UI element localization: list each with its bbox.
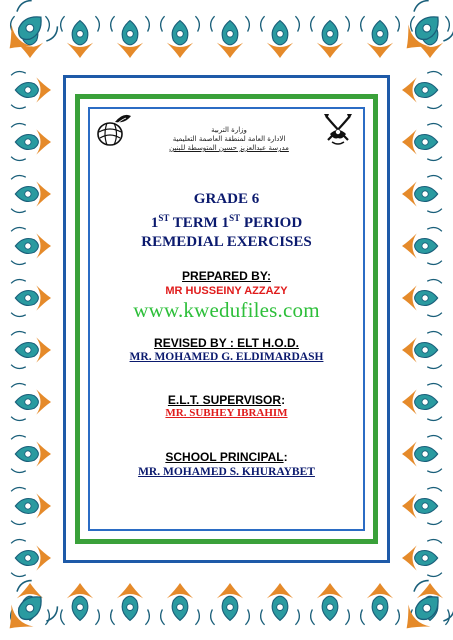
ornament-motif [311,583,350,625]
principal-label [93,450,360,464]
ornament-motif [402,488,442,525]
ornament-motif [402,332,442,369]
period-word: PERIOD [240,215,303,231]
ornament-motif [161,16,200,58]
supervisor-label [93,393,360,407]
website-watermark: www.kwedufiles.com [133,298,320,322]
ornament-motif [11,540,51,577]
principal-label-text: SCHOOL PRINCIPAL [165,450,284,464]
ornament-motif [161,583,200,625]
ornament-motif [402,280,442,317]
ornament-motif [11,384,51,421]
ornament-motif [11,280,51,317]
cover-content [93,110,360,528]
ministry-line-1: وزارة التربية [211,126,247,134]
ornament-motif [61,583,100,625]
ornament-motif [11,488,51,525]
principal-name: MR. MOHAMED S. KHURAYBET [138,466,315,478]
prepared-by-label: PREPARED BY: [182,269,271,283]
ornament-motif [402,540,442,577]
supervisor-name: MR. SUBHEY IBRAHIM [165,407,288,419]
globe-leaf-logo-icon [93,110,133,150]
period-superscript: ST [229,213,241,223]
ornament-motif [211,583,250,625]
term-title [93,209,360,233]
ornament-motif [402,176,442,213]
term-number: 1 [150,215,159,231]
ornament-motif [11,124,51,161]
ministry-header [149,126,309,153]
subject-title: REMEDIAL EXERCISES [141,234,312,250]
ornament-motif [11,176,51,213]
term-word: TERM 1 [169,215,230,231]
ornament-motif [261,583,300,625]
ornament-motif [390,577,453,640]
grade-title: GRADE 6 [193,191,260,207]
ornament-motif [390,0,453,65]
ornament-motif [111,16,150,58]
ornament-motif [361,583,400,625]
ornament-motif [61,16,100,58]
ornament-motif [311,16,350,58]
principal-colon: : [283,450,288,464]
ornament-motif [402,384,442,421]
title-block [93,190,360,252]
term-superscript: ST [158,213,170,223]
ornament-motif [211,16,250,58]
ornament-motif [261,16,300,58]
ministry-line-3: مدرسة عبدالعزيز حسين المتوسطة للبنين [169,144,289,152]
supervisor-label-text: E.L.T. SUPERVISOR [167,393,282,407]
ornament-motif [11,72,51,109]
ornament-motif [402,228,442,265]
ornament-motif [361,16,400,58]
ornament-motif [402,436,442,473]
ornament-motif [11,332,51,369]
ornament-motif [111,583,150,625]
ornament-motif [402,124,442,161]
prepared-by-name: MR HUSSEINY AZZAZY [165,285,288,297]
revised-by-name: MR. MOHAMED G. ELDIMARDASH [129,351,324,363]
emblem-logo-icon [318,110,358,150]
ornament-motif [11,228,51,265]
supervisor-colon: : [281,393,286,407]
ministry-line-2: الادارة العامة لمنطقة العاصمة التعليمية [172,135,286,143]
ornament-motif [402,72,442,109]
revised-by-label: REVISED BY : ELT H.O.D. [154,336,299,350]
ornament-motif [11,436,51,473]
